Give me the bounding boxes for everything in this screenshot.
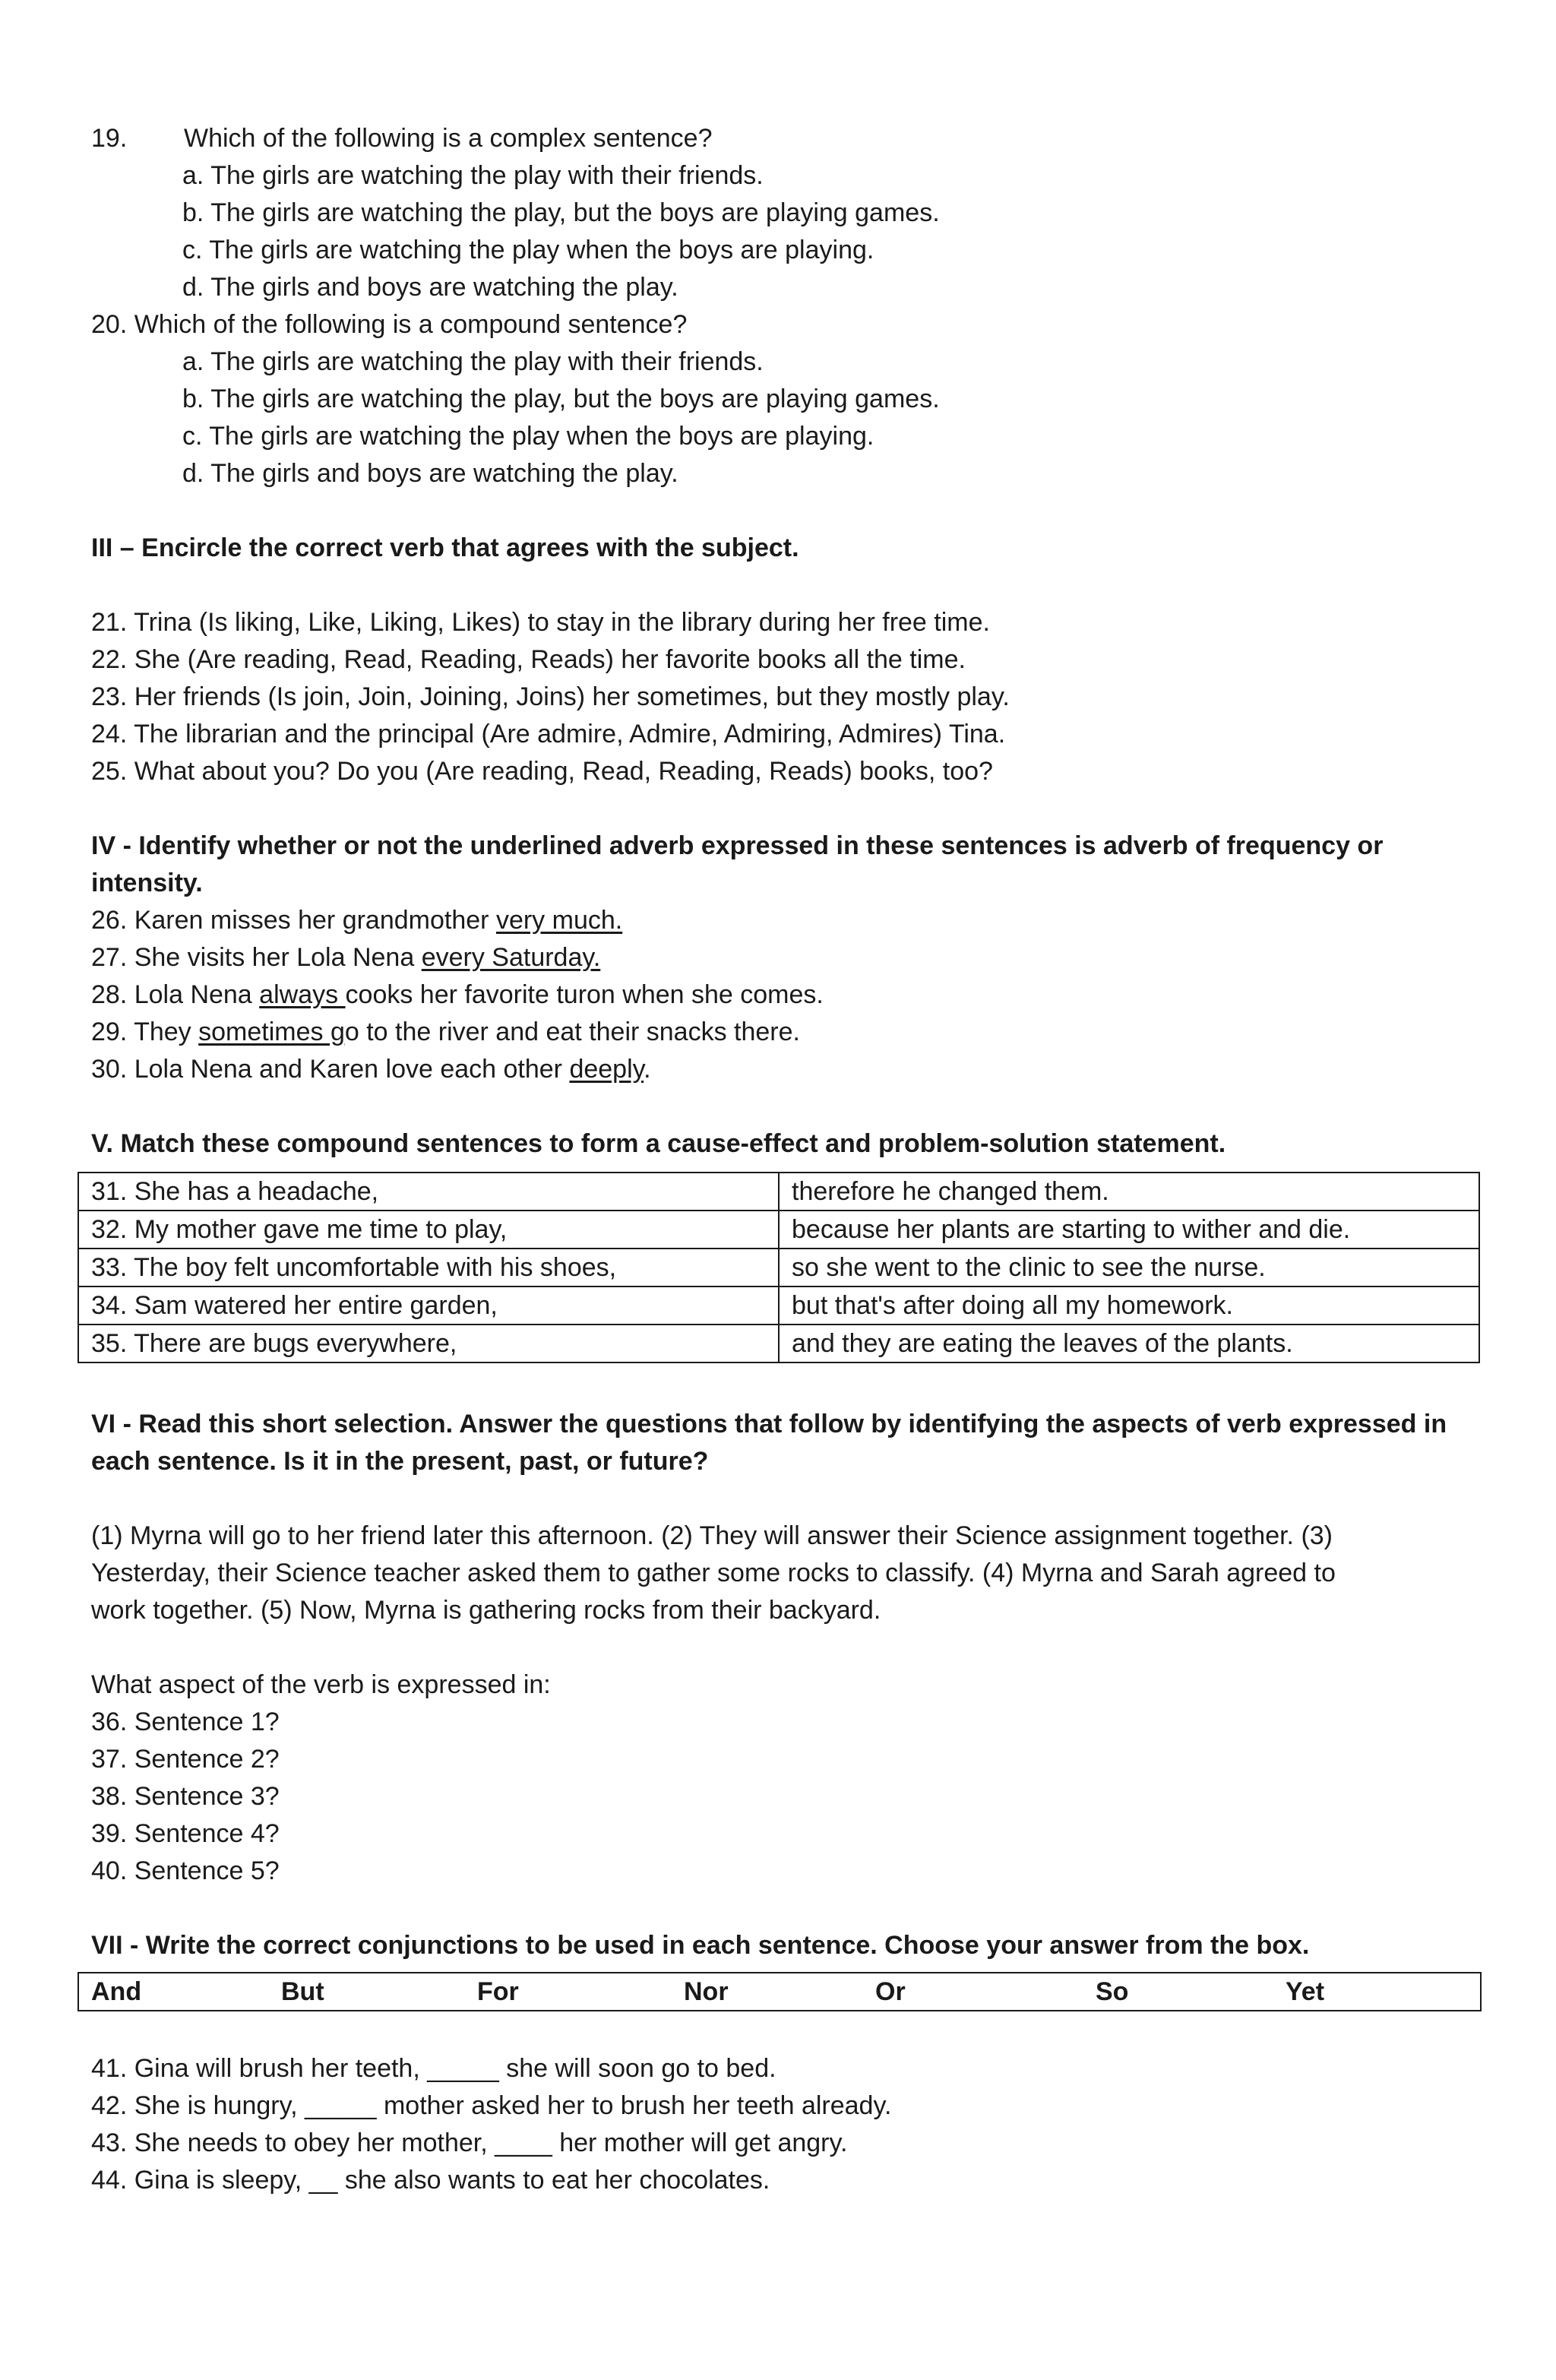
question-28: 28. Lola Nena always cooks her favorite turon when she comes. <box>91 980 824 1009</box>
question-30: 30. Lola Nena and Karen love each other deeply. <box>91 1055 651 1084</box>
section-4-heading: IV - Identify whether or not the underlined adverb expressed in these sentences is adverb of frequency or intensity. <box>91 831 1384 897</box>
table-row <box>78 1287 1479 1325</box>
option-a: a. The girls are watching the play with their friends. <box>182 347 764 376</box>
underlined-adverb: every Saturday. <box>421 943 601 972</box>
table-cell: therefore he changed them. <box>779 1173 1479 1211</box>
question-37: 37. Sentence 2? <box>91 1745 280 1774</box>
question-24: 24. The librarian and the principal (Are admire, Admire, Admiring, Admires) Tina. <box>91 720 1006 748</box>
question-29: 29. They sometimes go to the river and eat their snacks there. <box>91 1018 800 1046</box>
question-38: 38. Sentence 3? <box>91 1782 280 1811</box>
conjunction-choice: Nor <box>684 1977 729 2006</box>
question-number: 19. <box>91 124 128 153</box>
option-c: c. The girls are watching the play when the boys are playing. <box>182 422 874 451</box>
matching-table <box>77 1172 1480 1363</box>
question-23: 23. Her friends (Is join, Join, Joining, Joins) her sometimes, but they mostly play. <box>91 682 1010 711</box>
question-42: 42. She is hungry, _____ mother asked her to brush her teeth already. <box>91 2091 892 2120</box>
conjunction-choice: For <box>477 1977 519 2006</box>
section-7-heading: VII - Write the correct conjunctions to be used in each sentence. Choose your answer from the box. <box>91 1931 1310 1960</box>
question-25: 25. What about you? Do you (Are reading, Read, Reading, Reads) books, too? <box>91 757 993 786</box>
table-row <box>78 1249 1479 1287</box>
table-row <box>78 1211 1479 1249</box>
question-text: Which of the following is a complex sentence? <box>184 124 713 153</box>
underlined-adverb: deeply <box>569 1055 644 1084</box>
option-a: a. The girls are watching the play with their friends. <box>182 161 764 190</box>
table-cell: 34. Sam watered her entire garden, <box>78 1287 779 1325</box>
question-19 <box>91 120 1482 157</box>
option-b: b. The girls are watching the play, but the boys are playing games. <box>182 385 940 413</box>
section-6-heading: VI - Read this short selection. Answer the questions that follow by identifying the aspects of verb expressed in each sentence. Is it in the present, past, or future? <box>91 1410 1447 1476</box>
underlined-adverb: very much. <box>495 906 623 935</box>
passage-line: Yesterday, their Science teacher asked them to gather some rocks to classify. (4) Myrna and Sarah agreed to <box>91 1559 1336 1587</box>
conjunction-choice: But <box>281 1977 324 2006</box>
question-39: 39. Sentence 4? <box>91 1819 280 1848</box>
underlined-adverb: always <box>259 980 346 1009</box>
conjunction-choice: Or <box>875 1977 906 2006</box>
conjunction-choice: And <box>91 1977 142 2006</box>
table-cell: because her plants are starting to wither and die. <box>779 1211 1479 1249</box>
conjunction-box <box>77 1972 1482 2011</box>
table-cell: 32. My mother gave me time to play, <box>78 1211 779 1249</box>
table-cell: and they are eating the leaves of the plants. <box>779 1325 1479 1362</box>
section-6-prompt: What aspect of the verb is expressed in: <box>91 1670 551 1699</box>
table-cell: 35. There are bugs everywhere, <box>78 1325 779 1362</box>
option-d: d. The girls and boys are watching the play. <box>182 273 678 302</box>
worksheet-page <box>91 120 1482 2199</box>
option-b: b. The girls are watching the play, but the boys are playing games. <box>182 198 940 227</box>
question-22: 22. She (Are reading, Read, Reading, Reads) her favorite books all the time. <box>91 645 966 674</box>
question-27: 27. She visits her Lola Nena every Saturday. <box>91 943 601 972</box>
conjunction-choice: So <box>1096 1977 1129 2006</box>
passage-line: (1) Myrna will go to her friend later this afternoon. (2) They will answer their Science assignment together. (3) <box>91 1521 1333 1550</box>
table-cell: so she went to the clinic to see the nurse. <box>779 1249 1479 1287</box>
table-row <box>78 1325 1479 1362</box>
section-5-heading: V. Match these compound sentences to form a cause-effect and problem-solution statement. <box>91 1129 1226 1158</box>
question-20: 20. Which of the following is a compound sentence? <box>91 310 688 339</box>
question-26: 26. Karen misses her grandmother very much. <box>91 906 623 935</box>
table-cell: 31. She has a headache, <box>78 1173 779 1211</box>
question-36: 36. Sentence 1? <box>91 1707 280 1736</box>
question-21: 21. Trina (Is liking, Like, Liking, Likes) to stay in the library during her free time. <box>91 608 990 637</box>
question-43: 43. She needs to obey her mother, ____ her mother will get angry. <box>91 2128 848 2157</box>
section-3-heading: III – Encircle the correct verb that agrees with the subject. <box>91 533 799 562</box>
question-41: 41. Gina will brush her teeth, _____ she will soon go to bed. <box>91 2054 776 2083</box>
table-cell: but that's after doing all my homework. <box>779 1287 1479 1325</box>
table-row <box>78 1173 1479 1211</box>
option-c: c. The girls are watching the play when the boys are playing. <box>182 236 874 264</box>
question-44: 44. Gina is sleepy, __ she also wants to eat her chocolates. <box>91 2166 770 2195</box>
conjunction-choice: Yet <box>1286 1977 1325 2006</box>
question-40: 40. Sentence 5? <box>91 1856 280 1885</box>
table-cell: 33. The boy felt uncomfortable with his shoes, <box>78 1249 779 1287</box>
option-d: d. The girls and boys are watching the play. <box>182 459 678 488</box>
underlined-adverb: sometimes g <box>198 1018 345 1046</box>
passage-line: work together. (5) Now, Myrna is gathering rocks from their backyard. <box>91 1596 881 1625</box>
